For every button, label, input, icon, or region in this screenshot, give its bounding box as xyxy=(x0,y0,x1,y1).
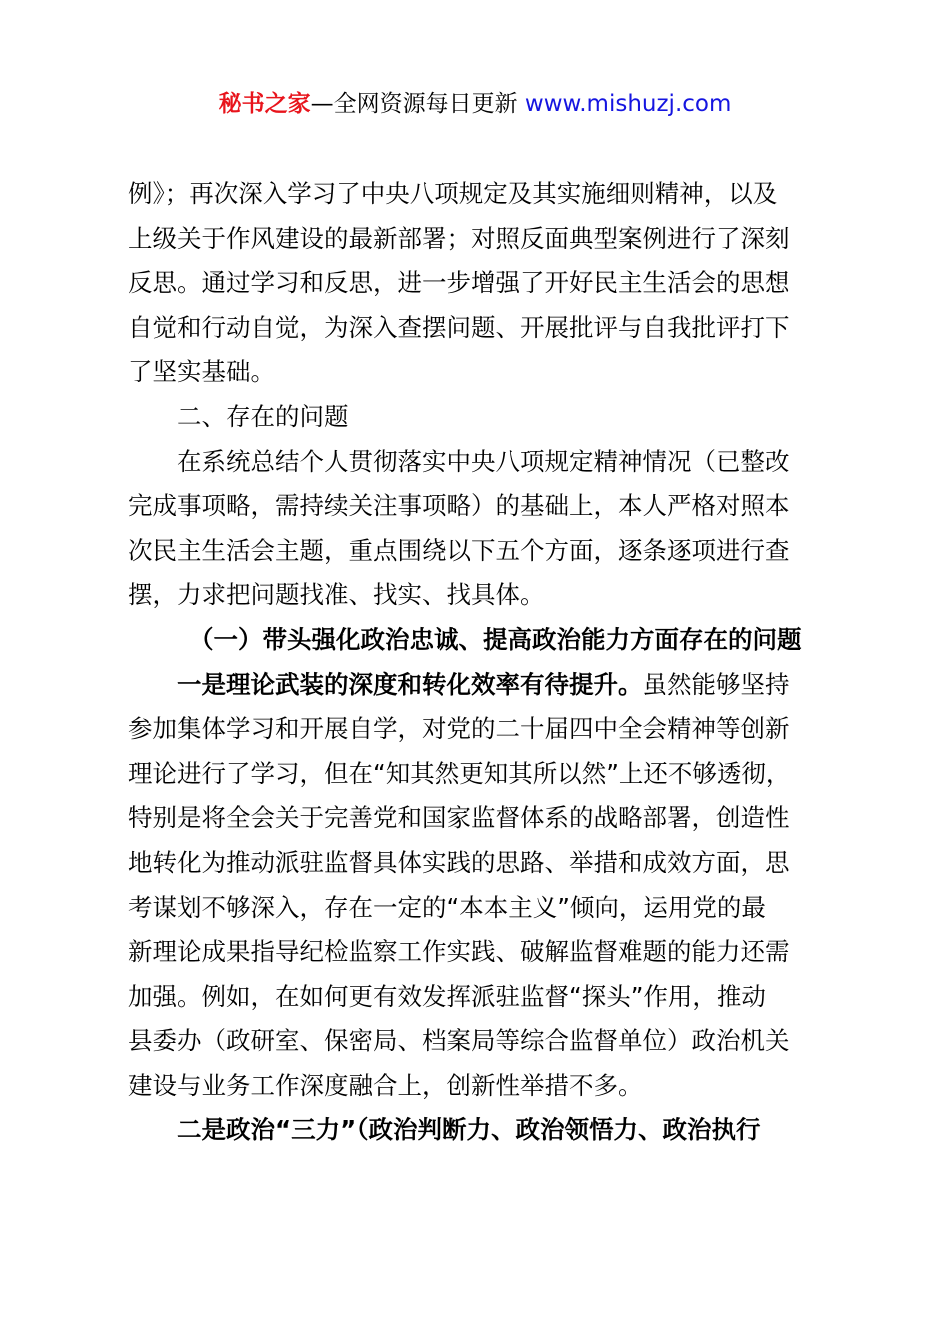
page-header xyxy=(0,88,950,120)
body-line: 了坚实基础。 xyxy=(128,357,275,387)
subsection-heading: （一）带头强化政治忠诚、提高政治能力方面存在的问题 xyxy=(189,624,802,654)
section-heading: 二、存在的问题 xyxy=(177,401,349,431)
point-heading: 二是政治“三力”（政治判断力、政治领悟力、政治执行 xyxy=(177,1115,761,1145)
body-line: 自觉和行动自觉，为深入查摆问题、开展批评与自我批评打下 xyxy=(128,312,790,342)
body-line: 理论进行了学习，但在“知其然更知其所以然”上还不够透彻， xyxy=(128,758,791,788)
paragraph-start xyxy=(128,663,836,708)
body-line: 特别是将全会关于完善党和国家监督体系的战略部署，创造性 xyxy=(128,803,790,833)
body-line: 加强。例如，在如何更有效发挥派驻监督“探头”作用，推动 xyxy=(128,981,766,1011)
header-tagline: —全网资源每日更新 xyxy=(310,91,525,117)
body-line: 建设与业务工作深度融合上，创新性举措不多。 xyxy=(128,1070,643,1100)
body-line: 反思。通过学习和反思，进一步增强了开好民主生活会的思想 xyxy=(128,268,790,298)
body-line: 参加集体学习和开展自学，对党的二十届四中全会精神等创新 xyxy=(128,714,790,744)
point-heading: 一是理论武装的深度和转化效率有待提升。 xyxy=(177,669,643,699)
body-line: 新理论成果指导纪检监察工作实践、破解监督难题的能力还需 xyxy=(128,937,790,967)
body-line: 次民主生活会主题，重点围绕以下五个方面，逐条逐项进行查 xyxy=(128,535,790,565)
body-line: 地转化为推动派驻监督具体实践的思路、举措和成效方面，思 xyxy=(128,847,790,877)
body-line: 县委办（政研室、保密局、档案局等综合监督单位）政治机关 xyxy=(128,1026,790,1056)
brand-name: 秘书之家 xyxy=(218,91,311,117)
document-body xyxy=(128,172,836,1153)
point-text: 虽然能够坚持 xyxy=(642,669,790,699)
paragraph-start: 在系统总结个人贯彻落实中央八项规定精神情况（已整改 xyxy=(177,446,790,476)
body-line: 完成事项略，需持续关注事项略）的基础上，本人严格对照本 xyxy=(128,491,790,521)
body-line: 例》；再次深入学习了中央八项规定及其实施细则精神，以及 xyxy=(128,179,778,208)
body-line: 上级关于作风建设的最新部署；对照反面典型案例进行了深刻 xyxy=(128,223,790,253)
body-line: 考谋划不够深入，存在一定的“本本主义”倾向，运用党的最 xyxy=(128,892,766,922)
header-url[interactable]: www.mishuzj.com xyxy=(524,91,732,117)
body-line: 摆，力求把问题找准、找实、找具体。 xyxy=(128,580,545,610)
